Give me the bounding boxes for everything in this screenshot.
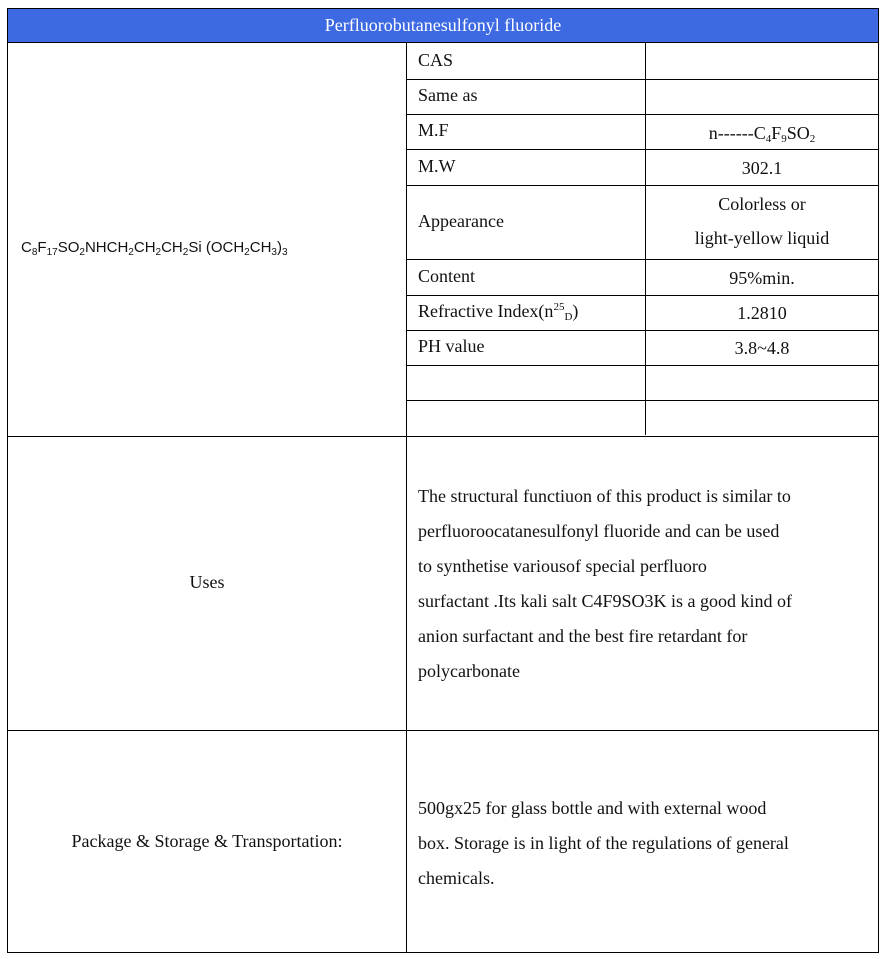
formula-subscript: 3 — [281, 247, 288, 258]
formula-subscript: 2 — [155, 247, 162, 258]
uses-line: The structural functiuon of this product is similar to — [418, 486, 791, 506]
formula-subscript: 3 — [271, 247, 277, 258]
formula-subscript: 17 — [46, 247, 58, 258]
mf-value: $n------C_4F_9SO_2$ — [708, 123, 816, 145]
formula-text: Si (OCH — [188, 239, 245, 256]
content-label: Content — [418, 266, 475, 286]
uses-line: polycarbonate — [418, 661, 520, 681]
uses-line: to synthetise variousof special perfluoro — [418, 556, 707, 576]
same-as-label: Same as — [418, 85, 478, 105]
mw-value: 302.1 — [741, 158, 783, 178]
formula-text: NHCH — [84, 239, 129, 256]
divider — [406, 43, 407, 952]
uses-line: perfluoroocatanesulfonyl fluoride and can be used — [418, 521, 780, 541]
package-line: 500gx25 for glass bottle and with external wood — [418, 798, 767, 818]
refractive-index-value: 1.2810 — [737, 303, 787, 323]
appearance-value-line2: light-yellow liquid — [694, 228, 830, 248]
formula-text: CH — [249, 239, 272, 256]
divider — [406, 259, 878, 260]
formula-subscript: 2 — [244, 247, 250, 258]
package-line: chemicals. — [418, 868, 495, 888]
refractive-index-label: Refractive $Index(n^{25}_D)$ — [418, 301, 579, 323]
ph-label: PH value — [418, 336, 485, 356]
formula-subscript: 2 — [128, 247, 134, 258]
spec-sheet — [7, 8, 879, 953]
divider — [406, 114, 878, 115]
appearance-label: Appearance — [418, 211, 504, 231]
uses-label: Uses — [189, 572, 225, 592]
package-line: box. Storage is in light of the regulations of general — [418, 833, 789, 853]
formula-text: SO — [57, 239, 80, 256]
formula-text: C — [21, 239, 32, 256]
formula-text: ) — [276, 239, 282, 256]
mw-label: M.W — [418, 156, 456, 176]
divider — [406, 365, 878, 366]
formula-subscript: 8 — [31, 247, 38, 258]
package-label: Package & Storage & Transportation: — [71, 831, 343, 851]
formula-subscript: 2 — [182, 247, 189, 258]
uses-text — [418, 479, 868, 689]
content-value: 95%min. — [729, 268, 795, 288]
chemical-formula — [21, 239, 288, 258]
divider — [406, 79, 878, 80]
formula-text: CH — [133, 239, 156, 256]
uses-line: surfactant .Its kali salt C4F9SO3K is a good kind of — [418, 591, 792, 611]
appearance-value-line1: Colorless or — [718, 194, 806, 214]
formula-text: CH — [161, 239, 183, 256]
divider — [8, 436, 878, 437]
mf-label: M.F — [418, 120, 449, 140]
divider — [8, 730, 878, 731]
cas-label: CAS — [418, 50, 454, 70]
package-text — [418, 791, 868, 896]
product-title: Perfluorobutanesulfonyl fluoride — [8, 9, 878, 43]
formula-text: F — [37, 239, 47, 256]
formula-subscript: 2 — [79, 247, 85, 258]
divider — [406, 400, 878, 401]
uses-line: anion surfactant and the best fire retardant for — [418, 626, 748, 646]
divider — [406, 185, 878, 186]
ph-value: 3.8~4.8 — [734, 338, 790, 358]
